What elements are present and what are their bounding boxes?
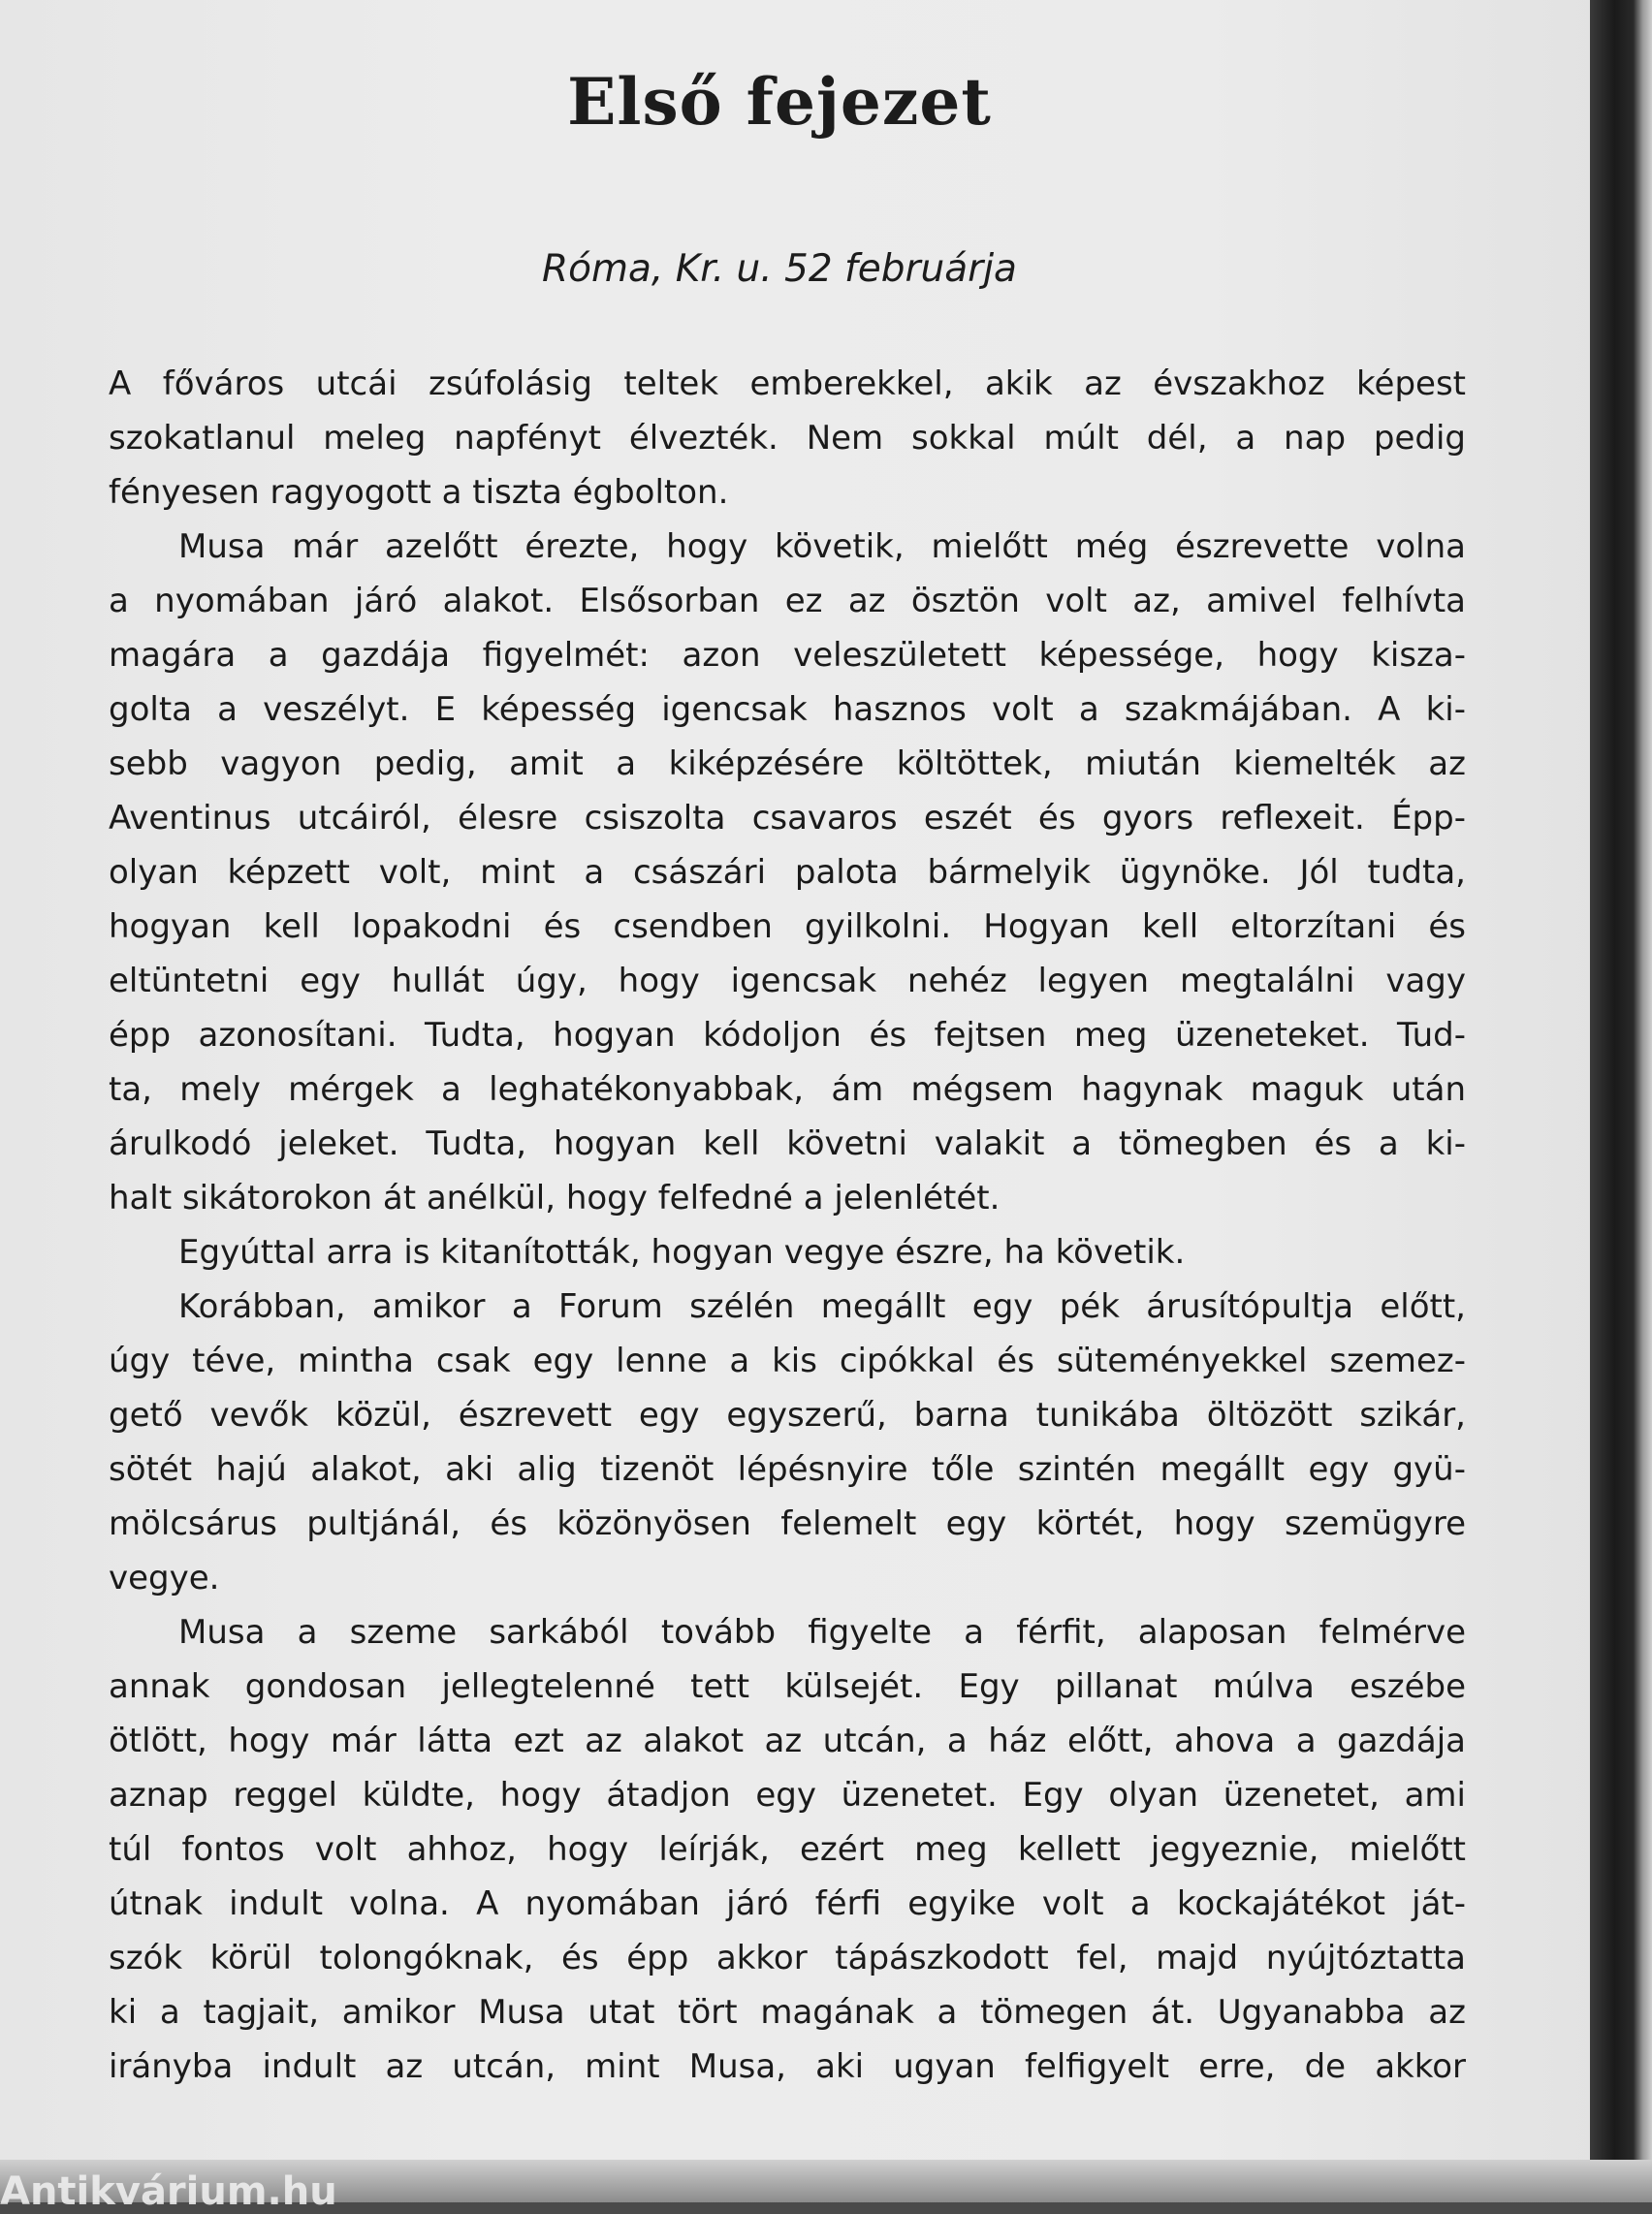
- text-line: sebb vagyon pedig, amit a kiképzésére költöttek, miután kiemelték az: [109, 744, 1466, 783]
- text-line: magára a gazdája figyelmét: azon veleszületett képessége, hogy kisza-: [109, 636, 1466, 675]
- text-line: Korábban, amikor a Forum szélén megállt egy pék árusítópultja előtt,: [178, 1287, 1466, 1326]
- chapter-title: Első fejezet: [567, 64, 992, 140]
- text-line: útnak indult volna. A nyomában járó férfi egyike volt a kockajátékot ját-: [109, 1884, 1466, 1923]
- text-line: szók körül tolongóknak, és épp akkor tápászkodott fel, majd nyújtóztatta: [109, 1939, 1466, 1977]
- text-line: árulkodó jeleket. Tudta, hogyan kell követni valakit a tömegben és a ki-: [109, 1124, 1466, 1163]
- text-line: Musa már azelőtt érezte, hogy követik, mielőtt még észrevette volna: [178, 527, 1466, 566]
- text-line: ta, mely mérgek a leghatékonyabbak, ám mégsem hagynak maguk után: [109, 1070, 1466, 1109]
- text-line: Egyúttal arra is kitanították, hogyan vegye észre, ha követik.: [178, 1233, 1186, 1272]
- text-line: A főváros utcái zsúfolásig teltek emberekkel, akik az évszakhoz képest: [109, 364, 1466, 403]
- text-line: épp azonosítani. Tudta, hogyan kódoljon és fejtsen meg üzeneteket. Tud-: [109, 1016, 1466, 1055]
- text-line: úgy téve, mintha csak egy lenne a kis cipókkal és süteményekkel szemez-: [109, 1342, 1466, 1380]
- text-line: irányba indult az utcán, mint Musa, aki ugyan felfigyelt erre, de akkor: [109, 2047, 1466, 2086]
- book-spine-shadow: [1590, 0, 1652, 2202]
- text-line: mölcsárus pultjánál, és közönyösen felemelt egy körtét, hogy szemügyre: [109, 1504, 1466, 1543]
- text-line: annak gondosan jellegtelenné tett külsejét. Egy pillanat múlva eszébe: [109, 1667, 1466, 1706]
- text-line: túl fontos volt ahhoz, hogy leírják, ezért meg kellett jegyeznie, mielőtt: [109, 1830, 1466, 1869]
- text-line: sötét hajú alakot, aki alig tizenöt lépésnyire tőle szintén megállt egy gyü-: [109, 1450, 1466, 1489]
- text-line: hogyan kell lopakodni és csendben gyilkolni. Hogyan kell eltorzítani és: [109, 907, 1466, 946]
- text-line: ki a tagjait, amikor Musa utat tört magának a tömegen át. Ugyanabba az: [109, 1993, 1466, 2032]
- text-line: szokatlanul meleg napfényt élvezték. Nem sokkal múlt dél, a nap pedig: [109, 419, 1466, 458]
- dateline: Róma, Kr. u. 52 februárja: [542, 247, 1017, 291]
- text-line: Musa a szeme sarkából tovább figyelte a férfit, alaposan felmérve: [178, 1613, 1466, 1652]
- body-text: [109, 357, 1466, 2094]
- text-line: fényesen ragyogott a tiszta égbolton.: [109, 473, 729, 512]
- text-line: Aventinus utcáiról, élesre csiszolta csavaros eszét és gyors reflexeit. Épp-: [109, 799, 1466, 838]
- text-line: golta a veszélyt. E képesség igencsak hasznos volt a szakmájában. A ki-: [109, 690, 1466, 729]
- text-line: gető vevők közül, észrevett egy egyszerű, barna tunikába öltözött szikár,: [109, 1396, 1466, 1435]
- text-line: vegye.: [109, 1559, 220, 1597]
- text-line: aznap reggel küldte, hogy átadjon egy üzenetet. Egy olyan üzenetet, ami: [109, 1776, 1466, 1815]
- text-line: olyan képzett volt, mint a császári palota bármelyik ügynöke. Jól tudta,: [109, 853, 1466, 892]
- text-line: halt sikátorokon át anélkül, hogy felfedné a jelenlétét.: [109, 1179, 1001, 1218]
- watermark: Antikvárium.hu: [0, 2169, 337, 2214]
- text-line: a nyomában járó alakot. Elsősorban ez az ösztön volt az, amivel felhívta: [109, 582, 1466, 620]
- text-line: ötlött, hogy már látta ezt az alakot az utcán, a ház előtt, ahova a gazdája: [109, 1722, 1466, 1760]
- text-line: eltüntetni egy hullát úgy, hogy igencsak nehéz legyen megtalálni vagy: [109, 962, 1466, 1000]
